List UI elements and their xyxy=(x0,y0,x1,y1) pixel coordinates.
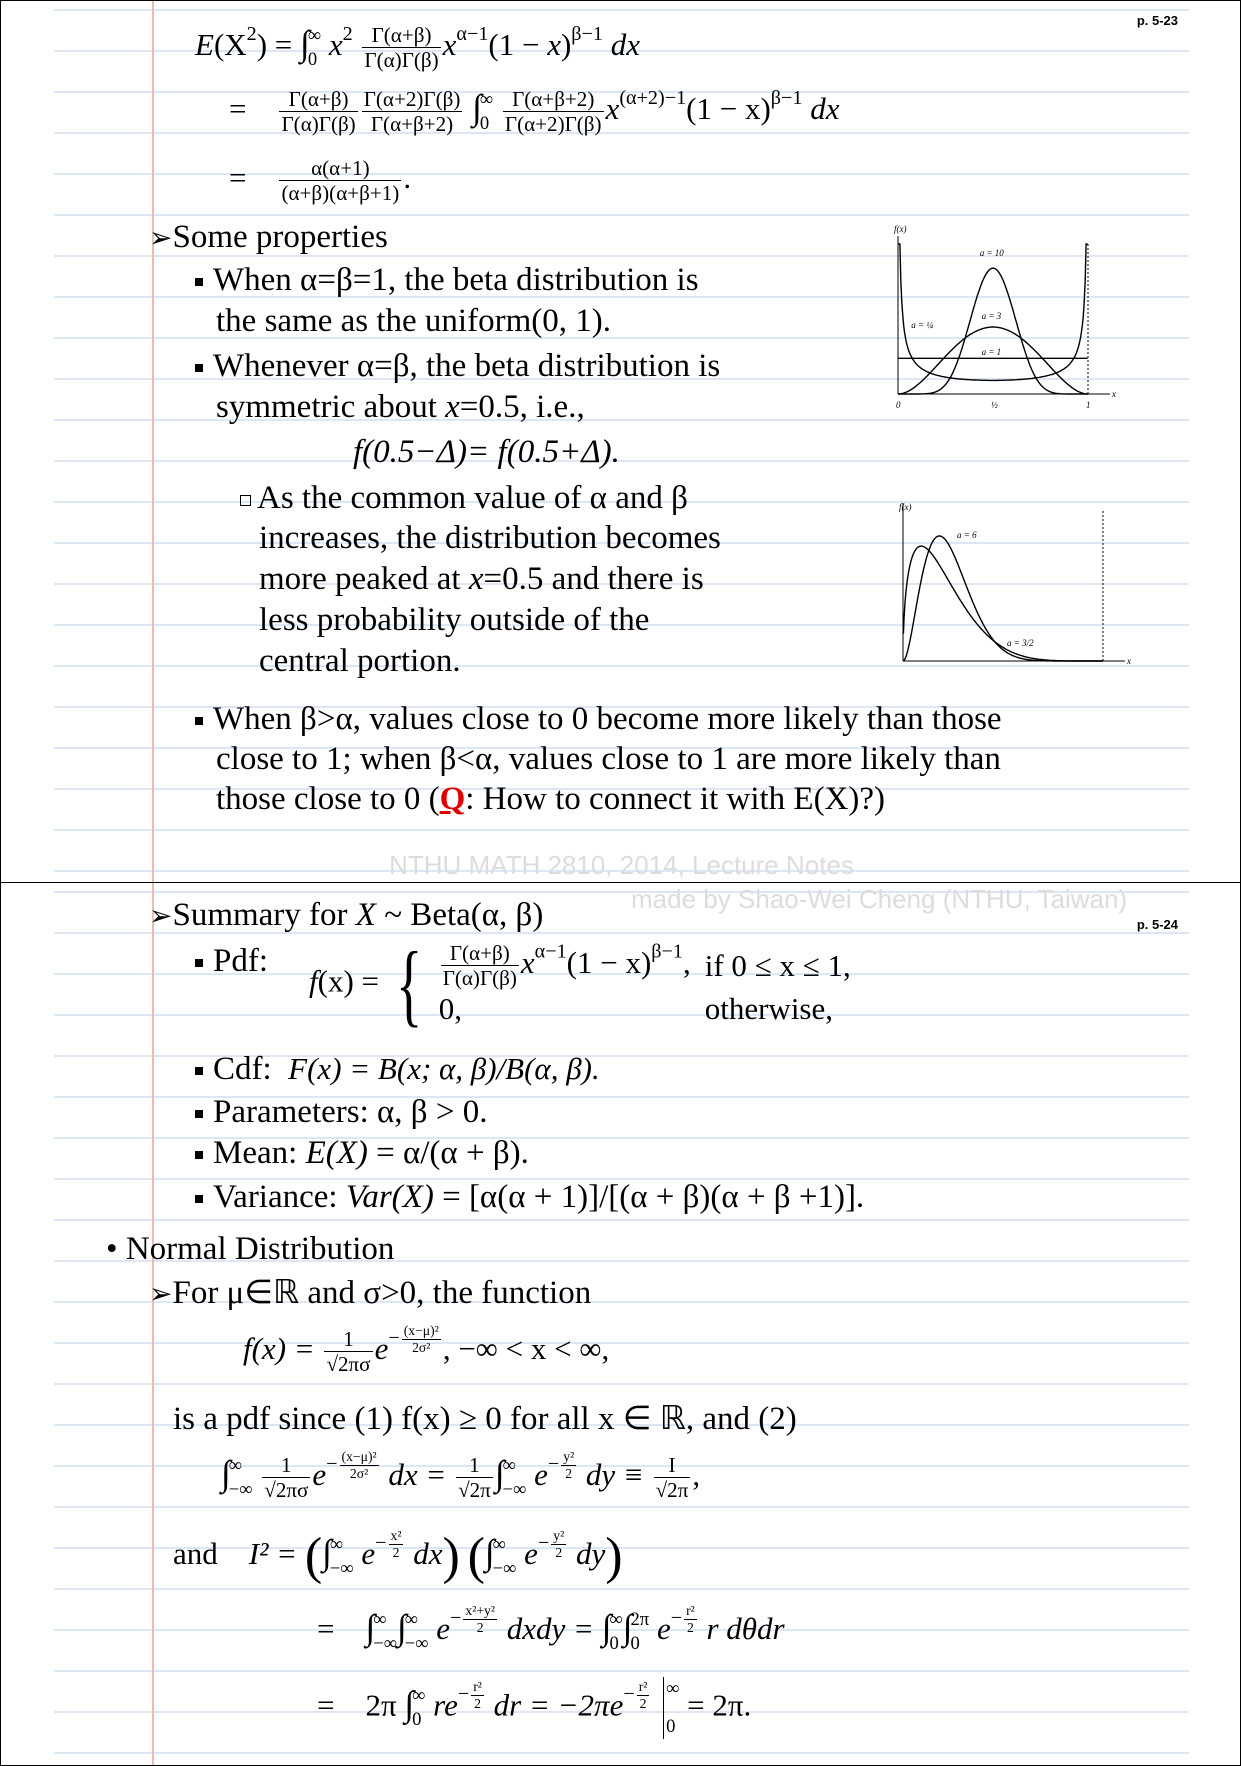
equation-ex2-line1: $E(X^2)$ = ∫ ∞ 0 $x^2$ $\frac{\Gamma(\alpha+\beta)}{\Gamma(\alpha)\Gamma(\beta)}$ $x^{\alpha-1}(1 - x)^{\beta-1}$ dx xyxy=(195,22,640,73)
arrow-bullet-icon: ➢ xyxy=(149,221,173,254)
y-axis-label: f(x) xyxy=(899,502,912,512)
sub-bullet-text: increases, the distribution becomes xyxy=(259,520,721,556)
bullet-pdf-label: Pdf: xyxy=(195,941,268,981)
page-number: p. 5-23 xyxy=(1136,13,1178,28)
bullet-text: the same as the uniform(0, 1). xyxy=(216,303,611,339)
bullet-cdf: Cdf: F(x) = B(x; α, β)/B(α, β). xyxy=(195,1049,600,1089)
x-axis-label: x xyxy=(1112,389,1116,399)
bullet-text: When β>α, values close to 0 become more likely than those xyxy=(195,699,1002,739)
margin-line xyxy=(152,883,154,1765)
pdf-curve xyxy=(898,268,1087,394)
square-bullet-icon xyxy=(195,959,203,967)
bullet-text: those close to 0 (Q: How to connect it with E(X)?) xyxy=(216,781,886,817)
square-bullet-icon xyxy=(195,278,203,286)
x-axis-label: x xyxy=(1127,656,1131,666)
dot-bullet-icon: • xyxy=(106,1231,126,1267)
bullet-text: When α=β=1, the beta distribution is xyxy=(195,260,699,300)
arrow-bullet-icon: ➢ xyxy=(149,1277,173,1310)
y-axis-label: f(x) xyxy=(894,224,907,234)
square-bullet-icon xyxy=(195,1067,203,1075)
watermark-line: made by Shao-Wei Cheng (NTHU, Taiwan) xyxy=(631,884,1128,914)
sub-bullet-text: less probability outside of the xyxy=(259,602,650,638)
sub-bullet-text: more peaked at x=0.5 and there is xyxy=(259,561,704,597)
normal-integral-formula: ∫ ∞ −∞ $\frac{1}{√2\pi\sigma}$ $e^{- \frac{\text{(x−μ)²}}{\text{2σ²}}}$ dx = $\frac{1}{√2\pi}$ ∫ ∞ −∞ $e^{- \frac{\text{y²}}{2}}$ dy ≡ $\frac{I}{√2\pi}$ , xyxy=(221,1449,701,1503)
beta-pdf-figure-symmetric xyxy=(886,216,1126,411)
pdf-curve xyxy=(903,546,1102,661)
bullet-text: close to 1; when β<α, values close to 1 are more likely than xyxy=(216,741,1001,777)
square-bullet-icon xyxy=(195,1195,203,1203)
sub-bullet-text: As the common value of α and β xyxy=(240,478,688,518)
pdf-piecewise-formula: f(x) = { $\frac{\Gamma(\alpha+\beta)}{\Gamma(\alpha)\Gamma(\beta)}$ $x^{\alpha-1}(1 - x)^{\beta-1}$, if 0 ≤ x ≤ 1, 0, otherwise, xyxy=(309,933,851,1036)
page-number: p. 5-24 xyxy=(1136,917,1178,932)
pdf-curve xyxy=(898,327,1087,394)
square-bullet-icon xyxy=(195,717,203,725)
bullet-text: Whenever α=β, the beta distribution is xyxy=(195,346,720,386)
x-tick-label: ½ xyxy=(991,400,998,410)
watermark-line: NTHU MATH 2810, 2014, Lecture Notes xyxy=(389,850,854,880)
bullet-mean: Mean: E(X) = α/(α + β). xyxy=(195,1133,529,1173)
section-normal-distribution: • Normal Distribution xyxy=(106,1231,395,1267)
heading-summary: ➢Summary for X ~ Beta(α, β) xyxy=(149,897,544,933)
curve-label: a = 3 xyxy=(981,311,1002,321)
curve-label: a = 1 xyxy=(981,347,1002,357)
left-brace: { xyxy=(395,933,423,1036)
symmetry-formula: f(0.5−Δ)= f(0.5+Δ). xyxy=(353,434,620,470)
heading-for-mu-sigma: ➢For μ∈ℝ and σ>0, the function xyxy=(149,1275,592,1311)
curve-label: a = 6 xyxy=(957,530,977,540)
square-bullet-icon xyxy=(195,1151,203,1159)
x-tick-label: 0 xyxy=(896,400,901,410)
i-squared-formula: and I² = (∫ ∞ −∞ $e^{- \frac{\text{x²}}{2}}$ dx) (∫ ∞ −∞ $e^{- \frac{\text{y²}}{2}}$ dy) xyxy=(173,1527,623,1585)
curve-label: a = 10 xyxy=(979,248,1004,258)
bullet-parameters: Parameters: α, β > 0. xyxy=(195,1092,487,1132)
equation-ex2-line2: = $\frac{\Gamma(\alpha+\beta)}{\Gamma(\alpha)\Gamma(\beta)}$ $\frac{\Gamma(\alpha+2)\Gamma(\beta)}{\Gamma(\alpha+\beta+2)}$ ∫ ∞ 0 $\frac{\Gamma(\alpha+\beta+2)}{\Gamma(\alpha+2)\Gamma(\beta)}$ $x^{(\alpha+2)-1}(1 - x)^{\beta-1}$ dx xyxy=(229,86,840,137)
question-marker: Q xyxy=(439,781,466,817)
bullet-text: symmetric about x=0.5, i.e., xyxy=(216,389,585,425)
square-bullet-icon xyxy=(195,1110,203,1118)
sub-bullet-text: central portion. xyxy=(259,643,461,679)
polar-result-formula: = 2π ∫ ∞ 0 $re^{- \frac{\text{r²}}{2}}$ dr = $-2\pi e^{- \frac{\text{r²}}{2}}$ ∞ 0 = 2π. xyxy=(317,1678,752,1738)
normal-pdf-formula: f(x) = $\frac{1}{√2\pi\sigma}$ $e^{- \frac{\text{(x−μ)²}}{\text{2σ²}}}$ , −∞ < x < ∞, xyxy=(243,1323,610,1377)
bullet-variance: Variance: Var(X) = [α(α + 1)]/[(α + β)(α + β +1)]. xyxy=(195,1177,864,1217)
heading-some-properties: ➢Some properties xyxy=(149,219,388,255)
polar-integral-formula: = ∫ ∞ −∞ ∫ ∞ −∞ $e^{- \frac{\text{x²+y²}}{2}}$ dxdy = ∫ ∞ 0 ∫ 2π 0 $e^{- \frac{\text{r²}}{2}}$ r dθdr xyxy=(317,1603,785,1654)
margin-line xyxy=(152,1,154,882)
arrow-bullet-icon: ➢ xyxy=(149,899,173,932)
pdf-since-text: is a pdf since (1) f(x) ≥ 0 for all x ∈ ℝ, and (2) xyxy=(173,1401,797,1437)
equation-ex2-line3: = $\frac{\alpha(\alpha+1)}{(\alpha+\beta)(\alpha+\beta+1)}$ . xyxy=(229,156,412,206)
curve-label: a = 3/2 xyxy=(1007,638,1034,648)
page-5-24 xyxy=(0,882,1241,1766)
x-tick-label: 1 xyxy=(1086,400,1091,410)
hollow-square-bullet-icon xyxy=(240,495,251,506)
curve-label: a = ¼ xyxy=(911,320,934,330)
square-bullet-icon xyxy=(195,364,203,372)
beta-pdf-figure-skewed xyxy=(886,501,1146,676)
